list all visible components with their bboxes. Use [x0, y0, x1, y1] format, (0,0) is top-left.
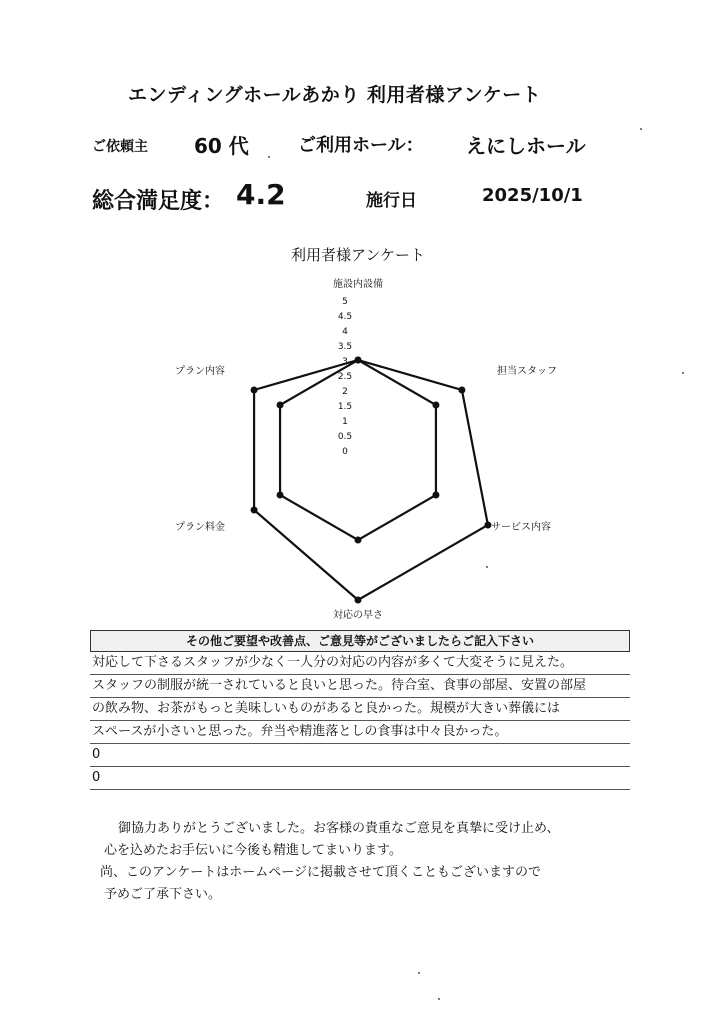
comments-header: その他ご要望や改善点、ご意見等がございましたらご記入下さい	[90, 630, 630, 652]
date-label: 施行日	[366, 191, 417, 211]
series-outer-point	[251, 387, 258, 394]
series-inner-line	[280, 360, 436, 540]
footer-line: 心を込めたお手伝いに今後も精進してまいります。	[104, 843, 402, 858]
requester-age: 60 代	[194, 134, 249, 158]
series-outer-line	[254, 360, 488, 600]
comments-section	[90, 630, 630, 790]
tick-label: 5	[342, 297, 348, 307]
series-inner-point	[432, 492, 439, 499]
tick-label: 4	[342, 327, 348, 337]
tick-label: 2.5	[337, 372, 353, 382]
footer-line: 尚、このアンケートはホームページに掲載させて頂くこともございますので	[100, 865, 541, 880]
series-inner-point	[277, 492, 284, 499]
series-inner-point	[355, 357, 362, 364]
series-inner-point	[277, 402, 284, 409]
series-outer-point	[458, 387, 465, 394]
footer-note	[100, 818, 560, 906]
comment-line: 0	[90, 744, 630, 767]
chart-title: 利用者様アンケート	[290, 246, 426, 264]
date-value: 2025/10/1	[482, 185, 583, 206]
axis-label: 施設内設備	[333, 279, 383, 290]
radar-chart	[140, 240, 600, 620]
series-inner-point	[432, 402, 439, 409]
scan-speck	[682, 372, 684, 374]
axis-label: プラン料金	[175, 522, 225, 533]
scan-speck	[486, 566, 488, 568]
survey-title: エンディングホールあかり 利用者様アンケート	[128, 84, 542, 106]
requester-label: ご依頼主	[92, 139, 148, 155]
series-inner-point	[355, 537, 362, 544]
tick-label: 0.5	[337, 432, 353, 442]
tick-label: 2	[342, 387, 348, 397]
hall-label: ご利用ホール：	[298, 135, 424, 156]
tick-label: 4.5	[337, 312, 353, 322]
scan-speck	[438, 998, 440, 1000]
series-outer-point	[251, 507, 258, 514]
comment-line: の飲み物、お茶がもっと美味しいものがあると良かった。規模が大きい葬儀には	[90, 698, 630, 721]
axis-label: 担当スタッフ	[497, 366, 557, 377]
tick-label: 0	[342, 447, 348, 457]
comment-line: スタッフの制服が統一されていると良いと思った。待合室、食事の部屋、安置の部屋	[90, 675, 630, 698]
scan-speck	[640, 128, 642, 130]
tick-label: 1	[342, 417, 348, 427]
series-outer-point	[355, 597, 362, 604]
tick-label: 1.5	[337, 402, 353, 412]
comment-line: 対応して下さるスタッフが少なく一人分の対応の内容が多くて大変そうに見えた。	[90, 652, 630, 675]
scan-speck	[418, 972, 420, 974]
axis-label: プラン内容	[175, 366, 225, 377]
comment-line: スペースが小さいと思った。弁当や精進落としの食事は中々良かった。	[90, 721, 630, 744]
hall-name: えにしホール	[466, 134, 586, 158]
tick-label: 3.5	[337, 342, 353, 352]
comment-line: 0	[90, 767, 630, 790]
axis-label: サービス内容	[491, 522, 551, 533]
axis-label: 対応の早さ	[333, 610, 383, 620]
tick-label: 3	[342, 357, 348, 367]
satisfaction-label: 総合満足度：	[92, 189, 225, 214]
footer-line: 御協力ありがとうございました。お客様の貴重なご意見を真摯に受け止め、	[118, 821, 560, 836]
scan-speck	[268, 156, 270, 158]
satisfaction-value: 4.2	[236, 178, 286, 211]
footer-line: 予めご了承下さい。	[104, 887, 222, 902]
